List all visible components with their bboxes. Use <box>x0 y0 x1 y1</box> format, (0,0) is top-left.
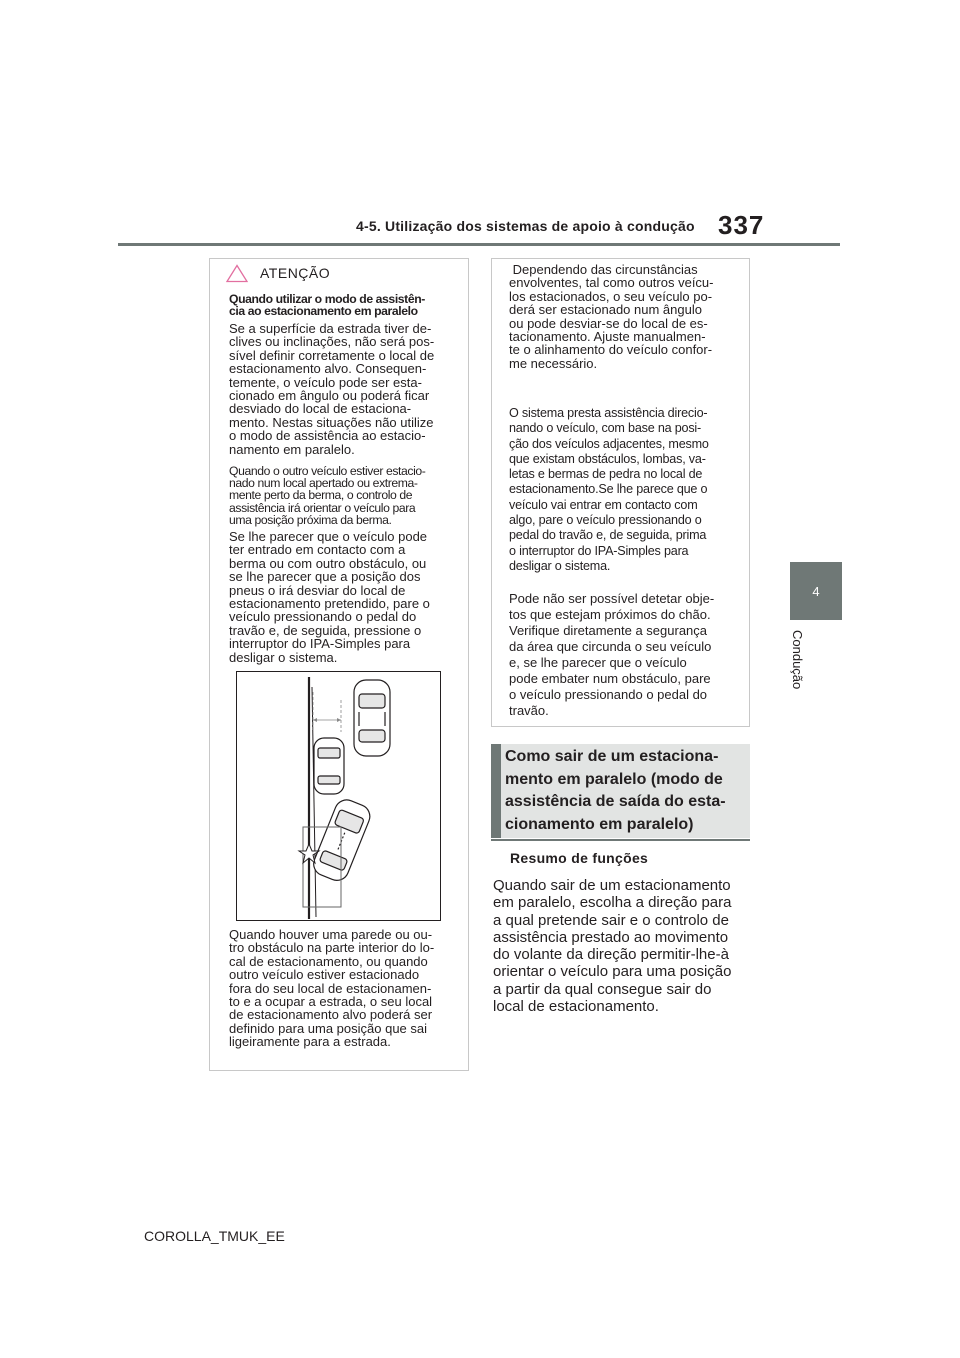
note-paragraph-2: O sistema presta assistência direcio- nando o veículo, com base na posi- ção dos veículos adjacentes, mesmo que existam obstáculos, lombas, va- letas e bermas de pedra no local de estacionamento.Se lhe parece que o veículo vai entrar em contacto com algo, pare o veículo pressionando o pedal do travão e, de seguida, prima o interruptor do IPA-Simples para desligar o sistema. <box>509 406 709 573</box>
warning-p1-title: Quando utilizar o modo de assistên- cia ao estacionamento em paralelo <box>229 292 425 319</box>
parked-car-top <box>354 680 390 756</box>
section-subtitle: Resumo de funções <box>510 850 649 866</box>
parked-car-middle <box>314 738 344 794</box>
page-number: 337 <box>718 210 765 240</box>
section-heading: Como sair de um estaciona- mento em paralelo (modo de assistência de saída do esta- cionamento em paralelo) <box>505 748 726 833</box>
warning-heading <box>226 262 330 284</box>
warning-triangle-icon <box>226 264 248 283</box>
chapter-tab: 4 <box>790 562 842 620</box>
warning-p1-body: Se a superfície da estrada tiver de- clives ou inclinações, não será pos- sível definir corretamente o local de estacionamento alvo. Consequen- temente, o veículo pode ser esta- cionado em ângulo ou poderá ficar desviado do local de estaciona- mento. Nestas situações não utilize o modo de assistência ao estacio- namento em paralelo. <box>229 321 435 457</box>
chapter-label: Condução <box>790 630 805 690</box>
own-vehicle-angled <box>310 796 373 884</box>
header-rule <box>118 243 840 246</box>
note-paragraph-3: Pode não ser possível detetar obje- tos que estejam próximos do chão. Verifique diretamente a segurança da área que circunda o seu veículo e, se lhe parecer que o veículo pode embater num obstáculo, pare o veículo pressionando o pedal do travão. <box>509 591 715 718</box>
section-heading-rule <box>491 839 750 841</box>
warning-p2-body: Se lhe parecer que o veículo pode ter entrado em contacto com a berma ou com outro obstáculo, ou se lhe parecer que a posição dos pneus o irá desviar do local de estacionamento pretendido, pare o veículo pressionando o pedal do travão e, de seguida, pressione o interruptor do IPA-Simples para desligar o sistema. <box>229 529 430 665</box>
warning-p2-condition: Quando o outro veículo estiver estacio- nado num local apertado ou extrema- mente perto da berma, o controlo de assistência irá orientar o veículo para uma posição próxima da berma. <box>229 464 426 527</box>
footer-model-code: COROLLA_TMUK_EE <box>144 1228 285 1244</box>
note-paragraph-1: Dependendo das circunstâncias envolventes, tal como outros veícu- los estacionados, o seu veículo po- derá ser estacionado num ângulo ou pode desviar-se do local de es- tacionamento. Ajuste manualmen- te o alinhamento do veículo confor- me necessário. <box>509 262 714 371</box>
running-header-title: 4-5. Utilização dos sistemas de apoio à condução <box>356 218 695 234</box>
parking-diagram-illustration <box>237 672 439 919</box>
warning-heading-label: ATENÇÃO <box>260 265 331 281</box>
warning-p3-body: Quando houver uma parede ou ou- tro obstáculo na parte interior do lo- cal de estacionamento, ou quando outro veículo estiver estacionado fora do seu local de estacionamen- to e a ocupar a estrada, o seu local de estacionamento alvo poderá ser definido para uma posição que sai ligeiramente para a estrada. <box>229 927 435 1050</box>
parking-diagram <box>236 671 441 921</box>
section-body: Quando sair de um estacionamento em paralelo, escolha a direção para a qual pretende sair e o controlo de assistência prestado ao movimento do volante da direção permitir-lhe-à orientar o veículo para uma posição a partir da qual consegue sair do local de estacionamento. <box>493 877 732 1016</box>
